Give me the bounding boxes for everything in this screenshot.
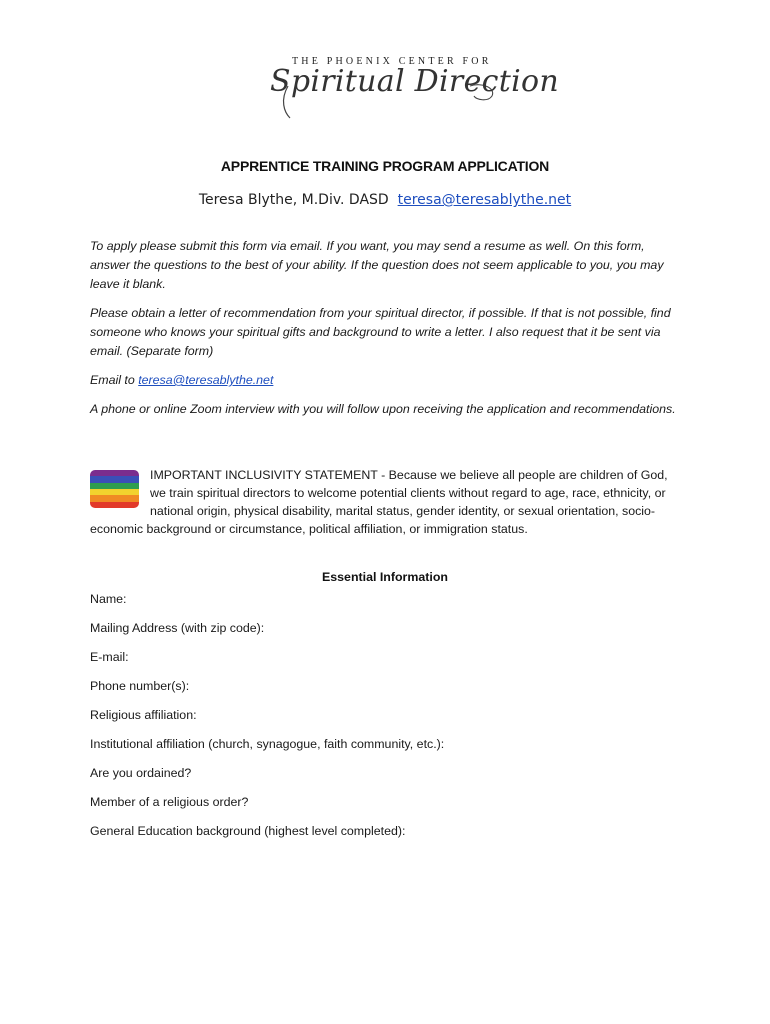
email-instruction-prefix: Email to: [90, 373, 139, 387]
author-email-link[interactable]: teresa@teresablythe.net: [397, 192, 572, 208]
page-title: APPRENTICE TRAINING PROGRAM APPLICATION: [220, 158, 550, 174]
author-name: Teresa Blythe, M.Div. DASD: [198, 192, 389, 208]
field-phone-label: Phone number(s):: [90, 679, 190, 693]
field-mailing-address-label: Mailing Address (with zip code):: [90, 621, 265, 635]
interview-note: A phone or online Zoom interview with you will follow upon receiving the application and recommendations.: [90, 402, 676, 416]
logo-script-line: Spiritual Direction: [270, 64, 559, 99]
author-line: [0, 192, 770, 208]
field-name-label: Name:: [90, 592, 127, 606]
email-instruction-link[interactable]: teresa@teresablythe.net: [138, 373, 274, 387]
email-instruction: [90, 371, 686, 390]
inclusivity-statement: [90, 466, 686, 538]
field-email-label: E-mail:: [90, 650, 129, 664]
section-title-essential-information: Essential Information: [322, 570, 448, 584]
phoenix-center-logo: [270, 52, 559, 122]
field-education-label: General Education background (highest level completed):: [90, 824, 406, 838]
inclusivity-statement-text: IMPORTANT INCLUSIVITY STATEMENT - Because we believe all people are children of God, we train spiritual directors to welcome potential clients without regard to age, race, ethnicity, or national origin, physical disability, marital status, gender identity, or sexual orientation, socio-economic background or circumstance, political affiliation, or immigration status.: [90, 468, 668, 536]
field-institutional-affiliation-label: Institutional affiliation (church, synagogue, faith community, etc.):: [90, 737, 445, 751]
logo-top-line: THE PHOENIX CENTER FOR: [292, 56, 492, 67]
field-ordained-label: Are you ordained?: [90, 766, 192, 780]
field-religious-order-label: Member of a religious order?: [90, 795, 249, 809]
intro-paragraph-2: Please obtain a letter of recommendation from your spiritual director, if possible. If that is not possible, find someone who knows your spiritual gifts and background to write a letter. I also request that it be sent via email. (Separate form): [90, 306, 671, 358]
field-religious-affiliation-label: Religious affiliation:: [90, 708, 197, 722]
intro-paragraph-1: To apply please submit this form via email. If you want, you may send a resume as well. On this form, answer the questions to the best of your ability. If the question does not seem applicable to you, you may leave it blank.: [90, 239, 664, 291]
